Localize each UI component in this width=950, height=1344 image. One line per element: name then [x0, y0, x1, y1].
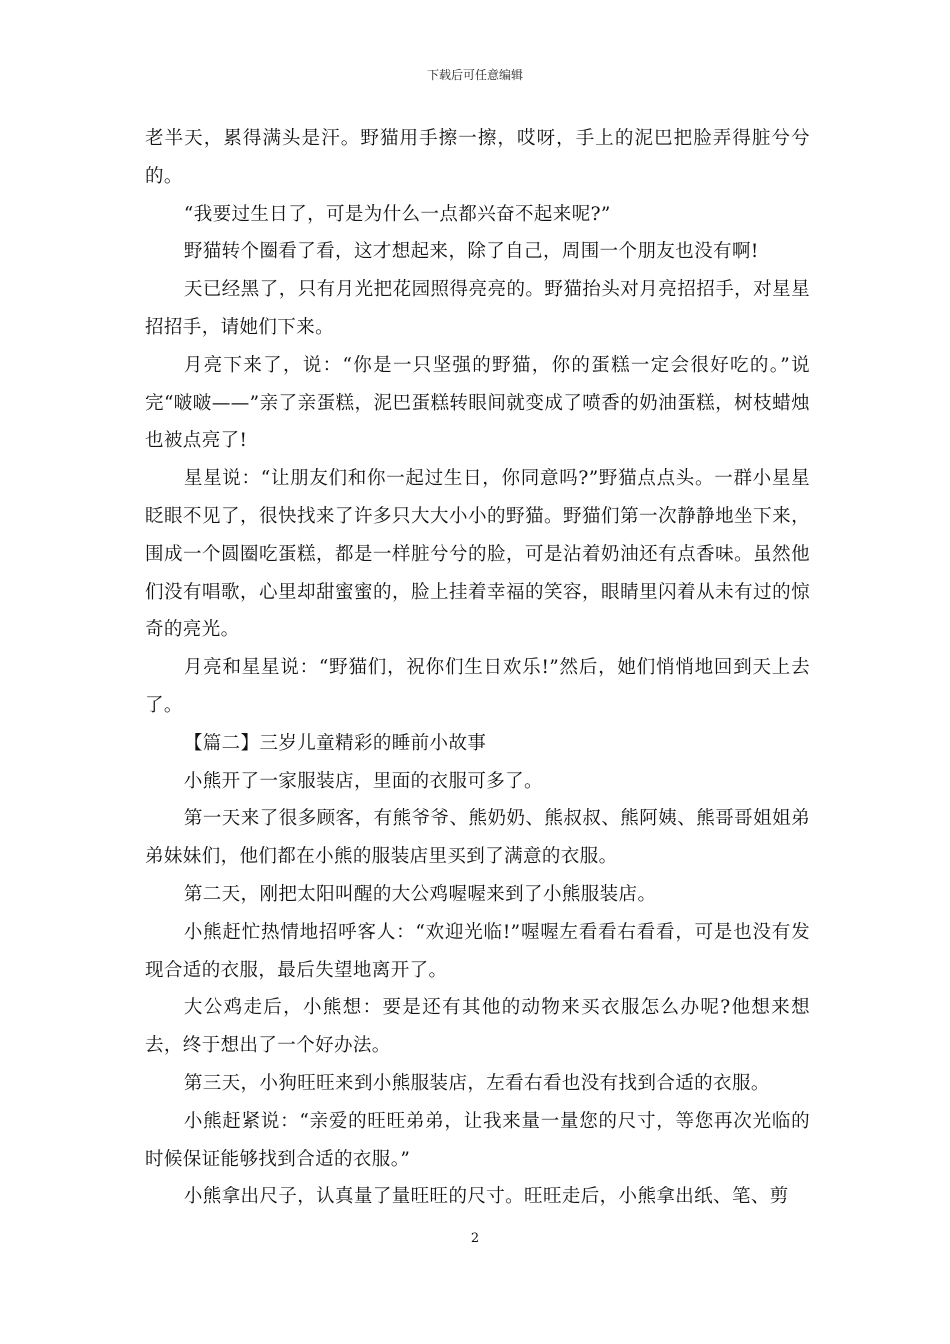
paragraph: 小熊拿出尺子，认真量了量旺旺的尺寸。旺旺走后，小熊拿出纸、笔、剪	[183, 1186, 789, 1208]
paragraph: 月亮和星星说：“野猫们，祝你们生日欢乐!”然后，她们悄悄地回到天上去了。	[145, 657, 810, 716]
paragraph: 天已经黑了，只有月光把花园照得亮亮的。野猫抬头对月亮招招手，对星星招招手，请她们下来。	[145, 279, 810, 338]
paragraph: 星星说：“让朋友们和你一起过生日，你同意吗?”野猫点点头。一群小星星眨眼不见了，很快找来了许多只大大小小的野猫。野猫们第一次静静地坐下来，围成一个圆圈吃蛋糕，都是一样脏兮兮的脸，可是沾着奶油还有点香味。虽然他们没有唱歌，心里却甜蜜蜜的，脸上挂着幸福的笑容，眼睛里闪着从未有过的惊奇的亮光。	[145, 468, 810, 641]
document-body	[145, 120, 810, 1216]
section-heading: 【篇二】三岁儿童精彩的睡前小故事	[183, 732, 487, 754]
paragraph: 小熊赶忙热情地招呼客人：“欢迎光临!”喔喔左看看右看看，可是也没有发现合适的衣服，最后失望地离开了。	[145, 921, 810, 981]
paragraph: 月亮下来了，说：“你是一只坚强的野猫，你的蛋糕一定会很好吃的。”说完“啵啵——”亲了亲蛋糕，泥巴蛋糕转眼间就变成了喷香的奶油蛋糕，树枝蜡烛也被点亮了!	[145, 354, 810, 452]
paragraph: 小熊赶紧说：“亲爱的旺旺弟弟，让我来量一量您的尺寸，等您再次光临的时候保证能够找到合适的衣服。”	[145, 1110, 810, 1170]
page-number: 2	[470, 1231, 480, 1246]
paragraph: 大公鸡走后，小熊想：要是还有其他的动物来买衣服怎么办呢?他想来想去，终于想出了一个好办法。	[145, 997, 810, 1057]
paragraph: 小熊开了一家服装店，里面的衣服可多了。	[183, 770, 543, 792]
paragraph: “我要过生日了，可是为什么一点都兴奋不起来呢?”	[183, 203, 611, 225]
paragraph: 第三天，小狗旺旺来到小熊服装店，左看右看也没有找到合适的衣服。	[183, 1072, 770, 1094]
paragraph: 野猫转个圈看了看，这才想起来，除了自己，周围一个朋友也没有啊!	[183, 241, 759, 263]
page-header: 下载后可任意编辑	[426, 68, 523, 82]
paragraph: 第一天来了很多顾客，有熊爷爷、熊奶奶、熊叔叔、熊阿姨、熊哥哥姐姐弟弟妹妹们，他们都在小熊的服装店里买到了满意的衣服。	[145, 808, 810, 868]
paragraph: 老半天，累得满头是汗。野猫用手擦一擦，哎呀，手上的泥巴把脸弄得脏兮兮的。	[145, 128, 810, 187]
paragraph: 第二天，刚把太阳叫醒的大公鸡喔喔来到了小熊服装店。	[183, 883, 657, 905]
